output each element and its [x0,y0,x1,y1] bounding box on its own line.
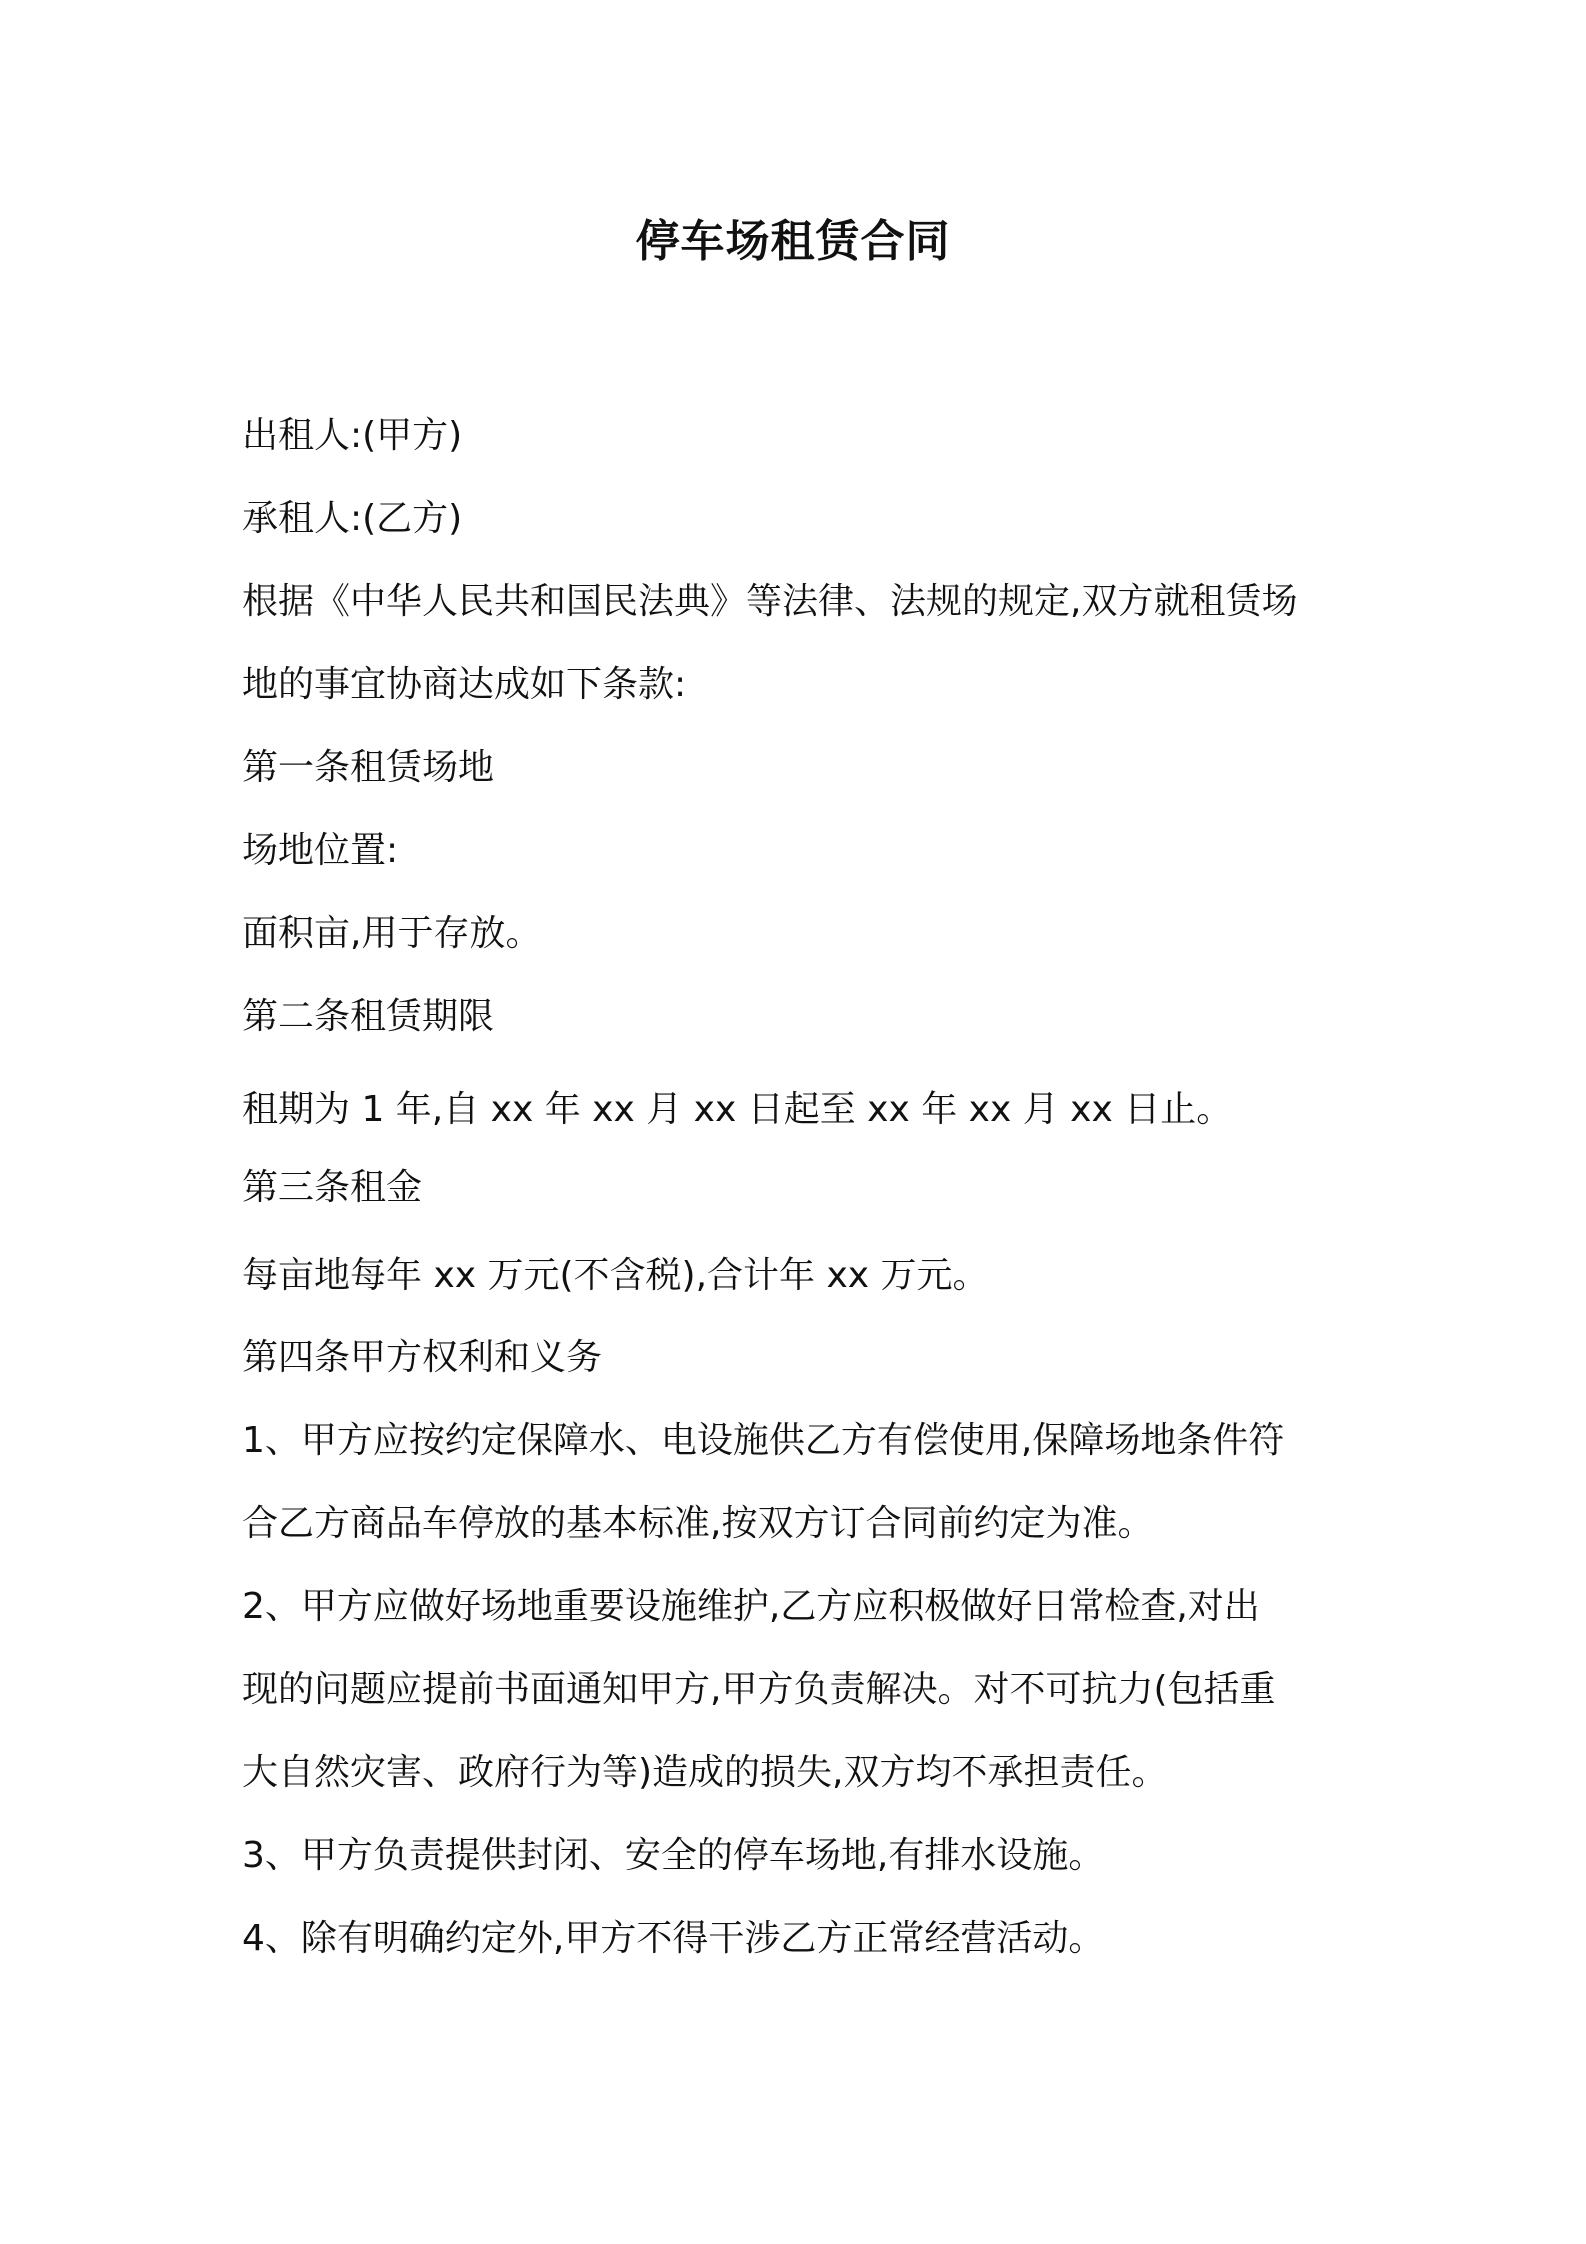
article-1-heading: 第一条租赁场地 [242,747,495,788]
clause-3-line: 3、甲方负责提供封闭、安全的停车场地,有排水设施。 [242,1835,1105,1876]
lessee-line: 承租人:(乙方) [242,498,463,539]
site-location-line: 场地位置: [242,830,399,871]
area-line: 面积亩,用于存放。 [242,913,542,954]
clause-2-line-1: 2、甲方应做好场地重要设施维护,乙方应积极做好日常检查,对出 [242,1586,1260,1627]
document-title: 停车场租赁合同 [635,216,951,267]
preamble-line-1: 根据《中华人民共和国民法典》等法律、法规的规定,双方就租赁场 [242,581,1298,622]
rent-line: 每亩地每年 xx 万元(不含税),合计年 xx 万元。 [242,1255,989,1296]
term-line: 租期为 1 年,自 xx 年 xx 月 xx 日起至 xx 年 xx 月 xx 日止。 [242,1089,1233,1130]
preamble-line-2: 地的事宜协商达成如下条款: [242,664,687,705]
article-4-heading: 第四条甲方权利和义务 [242,1337,603,1378]
clause-2-line-3: 大自然灾害、政府行为等)造成的损失,双方均不承担责任。 [242,1752,1168,1793]
article-2-heading: 第二条租赁期限 [242,996,495,1037]
lessor-line: 出租人:(甲方) [242,415,463,456]
clause-1-line-1: 1、甲方应按约定保障水、电设施供乙方有偿使用,保障场地条件符 [242,1420,1285,1461]
clause-2-line-2: 现的问题应提前书面通知甲方,甲方负责解决。对不可抗力(包括重 [242,1669,1276,1710]
article-3-heading: 第三条租金 [242,1167,423,1208]
clause-1-line-2: 合乙方商品车停放的基本标准,按双方订合同前约定为准。 [242,1503,1154,1544]
clause-4-line: 4、除有明确约定外,甲方不得干涉乙方正常经营活动。 [242,1918,1105,1959]
